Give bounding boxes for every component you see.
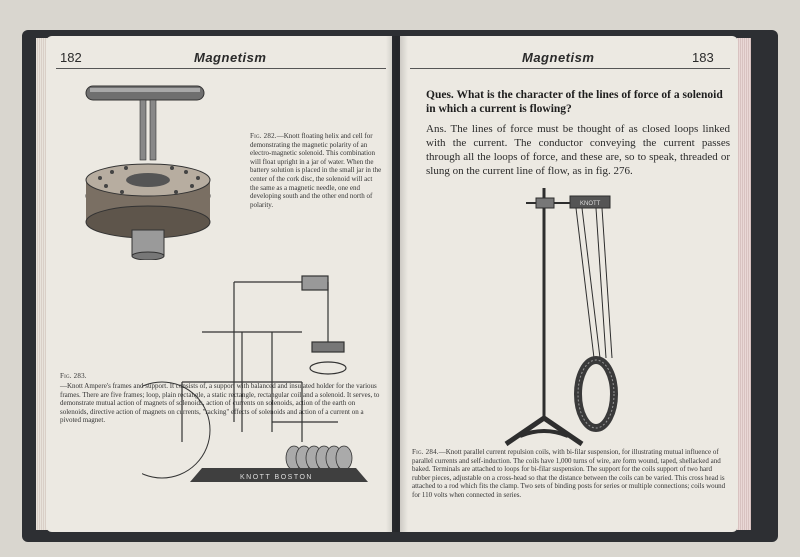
running-title-left: Magnetism [194, 50, 267, 65]
book-gutter-shadow [386, 36, 408, 532]
fig282-label: Fig. 282. [250, 132, 277, 140]
fig282-caption-text: —Knott floating helix and cell for demonstrating the magnetic polarity of an electro-magnetic solenoid. This combination will float upright in a jar of water. When the battery solution is placed in the small jar in the center of the cork disc, the solenoid will act the same as a magnetic needle, one end developing south and the other end north of polarity. [250, 132, 382, 209]
page-number-left: 182 [60, 50, 82, 65]
fig284-label: Fig. 284. [412, 448, 439, 456]
fig284-crosshead-label: KNOTT [580, 201, 601, 207]
fig284-repulsion-coils-illustration [496, 182, 646, 448]
fig283-caption [60, 382, 382, 425]
left-page [46, 36, 392, 532]
fig283-caption-text: —Knott Ampere's frames and support. It consists of, a support with balanced and insulated holder for the various frames. There are five frames; loop, plain rectangle, a static rectangle, rectangular coil and a solenoid. It serves, to demonstrate mutual action of magnets of solenoids, action of currents on solenoids, action of the earth on solenoids, directive action of magnets on currents, "racking" effects of solenoids and action of a current on a pivoted magnet. [60, 382, 380, 425]
page-number-right: 183 [692, 50, 714, 65]
fig282-caption [250, 132, 382, 209]
right-page [400, 36, 738, 532]
fig284-caption [412, 448, 730, 500]
question-text: Ques. What is the character of the lines of force of a solenoid in which a current is flowing? [426, 89, 723, 115]
fig283-caption-side [60, 372, 150, 381]
right-page-edges [737, 38, 751, 530]
answer-text: Ans. The lines of force must be thought of as closed loops linked with the current. The conductor conveying the current passes through all the loops of force, and these are, so to speak, threaded or slung on the current line of flow, as in fig. 276. [426, 123, 730, 177]
fig283-base-label: KNOTT BOSTON [240, 474, 313, 481]
header-rule-left [56, 68, 386, 69]
header-rule-right [410, 68, 730, 69]
running-title-right: Magnetism [522, 50, 595, 65]
fig284-caption-text: —Knott parallel current repulsion coils, with bi-filar suspension, for illustrating mutual influence of parallel currents and self-induction. The coils have 1,000 turns of wire, are form wound, taped, shellacked and baked. Terminals are attached to loops for bi-filar suspension. The support for the coils support of two hard rubber pieces, adjustable on a cross-head so that the distance between the coils can be varied. This cross head is attached to a rod which fits the clamp. Two sets of binding posts for series or multiple connections; coils wound for 110 volts when connected in series. [412, 448, 726, 499]
fig282-floating-helix-illustration [76, 80, 236, 260]
fig283-label: Fig. 283. [60, 372, 87, 380]
fig283-ampere-frames-illustration [142, 272, 372, 482]
